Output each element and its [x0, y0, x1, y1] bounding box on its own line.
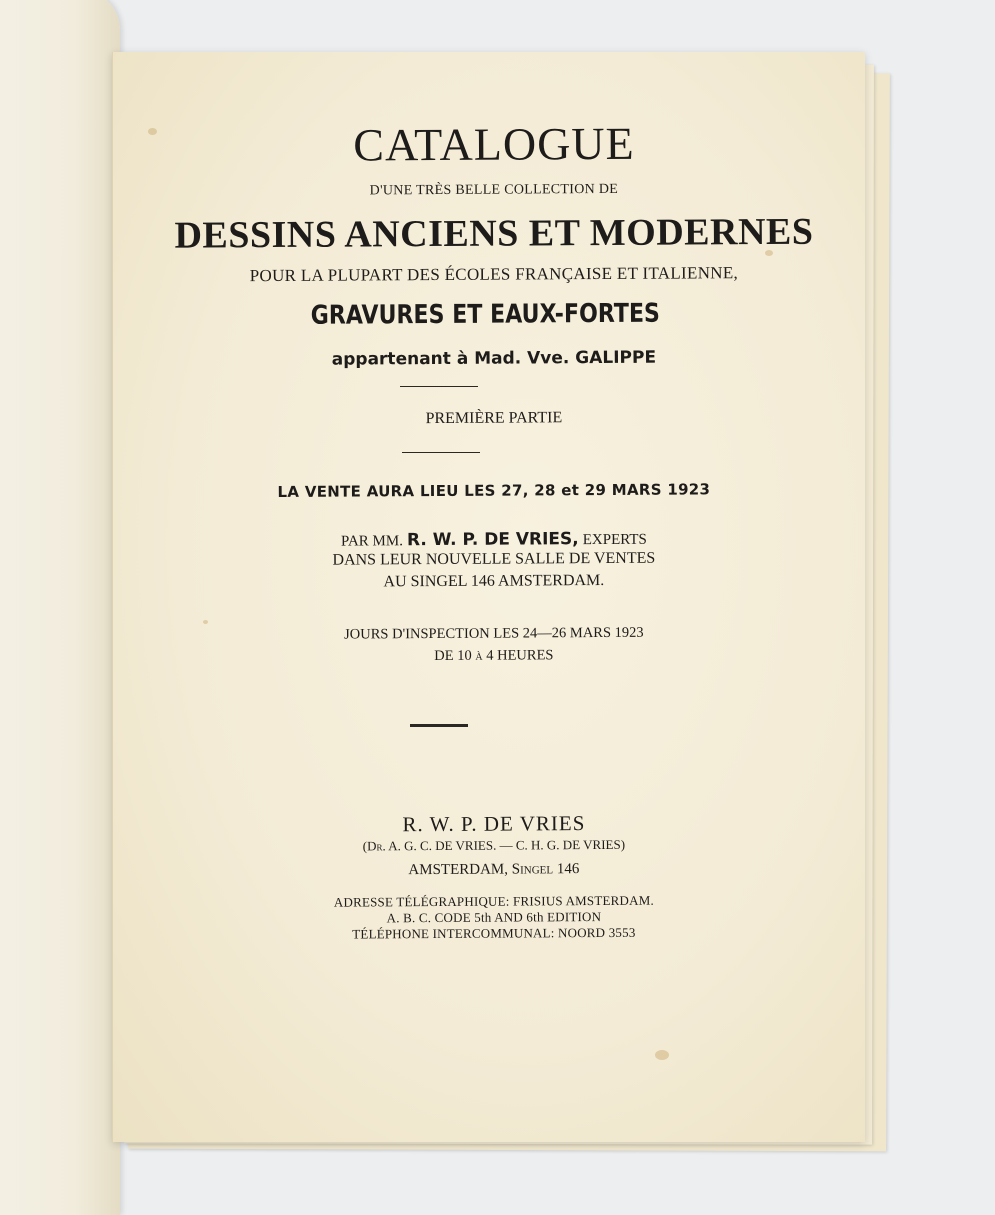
- prints-heading: GRAVURES ET EAUX-FORTES: [310, 298, 661, 331]
- divider-rule: [402, 452, 480, 453]
- foxing-spot: [655, 1050, 669, 1060]
- divider-rule-bold: [410, 724, 468, 727]
- hours-line: DE 10 à 4 HEURES: [434, 647, 554, 665]
- par-prefix: PAR MM.: [340, 533, 403, 550]
- phone-line: TÉLÉPHONE INTERCOMMUNAL: NOORD 3553: [352, 924, 636, 942]
- collection-subtitle: D'UNE TRÈS BELLE COLLECTION DE: [369, 181, 619, 199]
- left-facing-page: [0, 0, 120, 1215]
- publisher-street: Singel 146: [511, 861, 580, 878]
- publisher-names: (Dr. A. G. C. DE VRIES. — C. H. G. DE VRIES): [362, 836, 626, 854]
- inspection-line: JOURS D'INSPECTION LES 24—26 MARS 1923: [344, 624, 644, 643]
- divider-rule: [400, 386, 478, 387]
- sale-date-line: LA VENTE AURA LIEU LES 27, 28 et 29 MARS 1923: [277, 480, 711, 501]
- publisher-firm: R. W. P. DE VRIES: [402, 811, 586, 837]
- telegraph-line: ADRESSE TÉLÉGRAPHIQUE: FRISIUS AMSTERDAM.: [333, 892, 654, 910]
- catalogue-title: CATALOGUE: [353, 117, 635, 171]
- experts-suffix: EXPERTS: [582, 531, 647, 549]
- owner-line: appartenant à Mad. Vve. GALIPPE: [331, 347, 657, 370]
- location-line: AU SINGEL 146 AMSTERDAM.: [383, 571, 605, 591]
- part-label: PREMIÈRE PARTIE: [425, 409, 563, 428]
- code-line: A. B. C. CODE 5th AND 6th EDITION: [386, 909, 602, 926]
- experts-name: R. W. P. DE VRIES,: [406, 529, 579, 551]
- publisher-city: AMSTERDAM,: [408, 861, 509, 879]
- foxing-spot: [203, 620, 208, 624]
- schools-line: POUR LA PLUPART DES ÉCOLES FRANÇAISE ET ITALIENNE,: [249, 263, 739, 286]
- salle-line: DANS LEUR NOUVELLE SALLE DE VENTES: [332, 549, 656, 569]
- main-heading: DESSINS ANCIENS ET MODERNES: [174, 210, 814, 257]
